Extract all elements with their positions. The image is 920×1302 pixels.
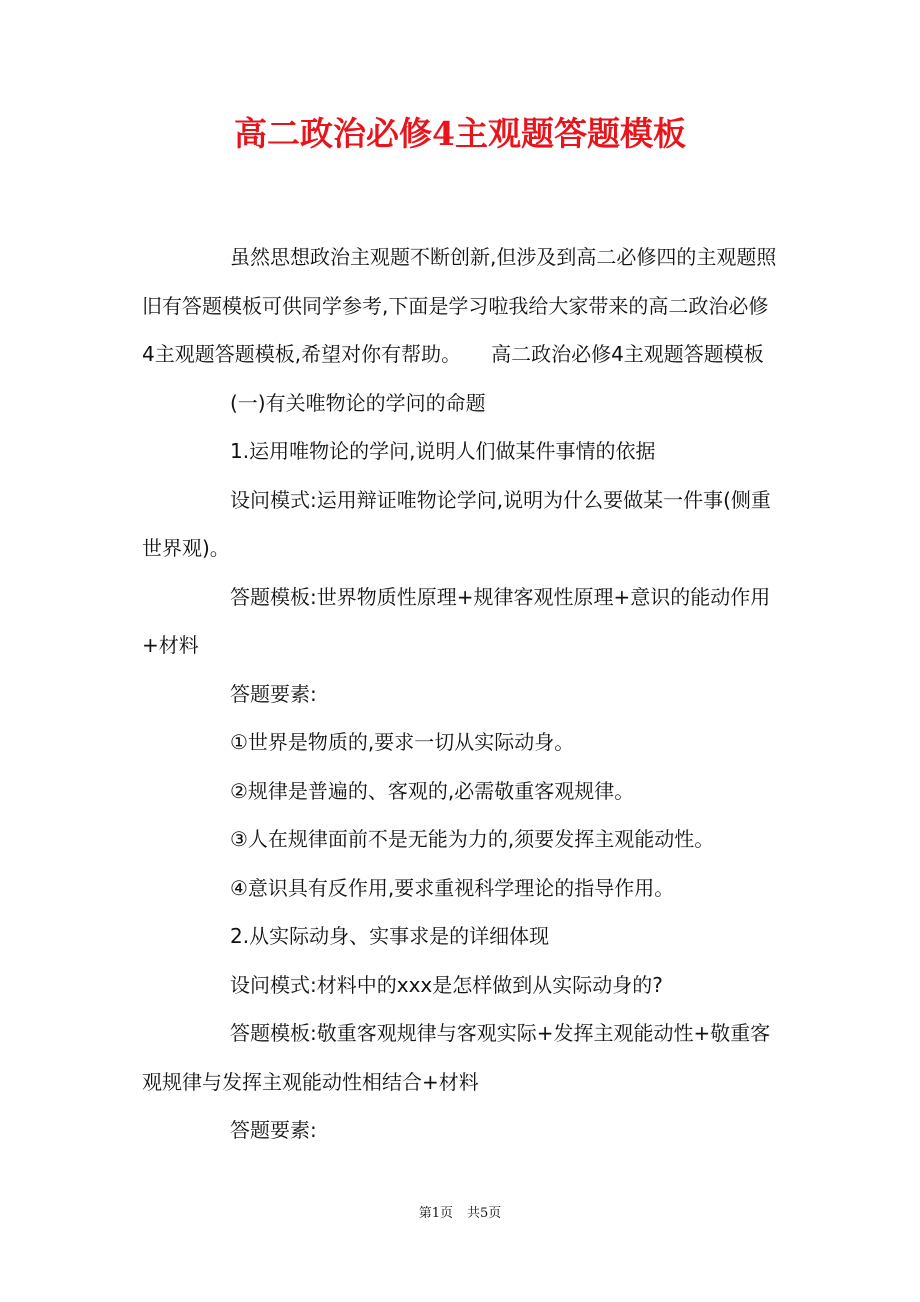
document-body <box>142 233 780 1155</box>
question-pattern: 设问模式:材料中的xxx是怎样做到从实际动身的? <box>230 972 663 997</box>
answer-element-item: ②规律是普遍的、客观的,必需敬重客观规律。 <box>230 778 635 803</box>
answer-template: 答题模板:敬重客观规律与客观实际+发挥主观能动性+敬重客观规律与发挥主观能动性相结合+材料 <box>142 1021 771 1094</box>
document-title: 高二政治必修4主观题答题模板 <box>234 114 686 153</box>
page-footer <box>0 1204 920 1224</box>
subsection-heading: 2.从实际动身、实事求是的详细体现 <box>230 924 550 948</box>
intro-paragraph: 虽然思想政治主观题不断创新,但涉及到高二必修四的主观题照旧有答题模板可供同学参考,下面是学习啦我给大家带来的高二政治必修4主观题答题模板,希望对你有帮助。 高二政治必修4主观题答题模板 <box>142 245 777 366</box>
section-heading: (一)有关唯物论的学问的命题 <box>230 390 486 415</box>
page-number: 第1页 <box>418 1206 453 1221</box>
question-pattern: 设问模式:运用辩证唯物论学问,说明为什么要做某一件事(侧重世界观)。 <box>142 487 771 560</box>
subsection-heading: 1.运用唯物论的学问,说明人们做某件事情的依据 <box>230 439 656 463</box>
answer-template: 答题模板:世界物质性原理+规律客观性原理+意识的能动作用+材料 <box>142 584 771 657</box>
answer-element-item: ④意识具有反作用,要求重视科学理论的指导作用。 <box>230 875 675 900</box>
page-total: 共5页 <box>467 1206 502 1221</box>
answer-elements-label: 答题要素: <box>230 1118 317 1142</box>
answer-elements-label: 答题要素: <box>230 681 317 706</box>
answer-element-item: ③人在规律面前不是无能为力的,须要发挥主观能动性。 <box>230 827 715 851</box>
answer-element-item: ①世界是物质的,要求一切从实际动身。 <box>230 730 575 754</box>
